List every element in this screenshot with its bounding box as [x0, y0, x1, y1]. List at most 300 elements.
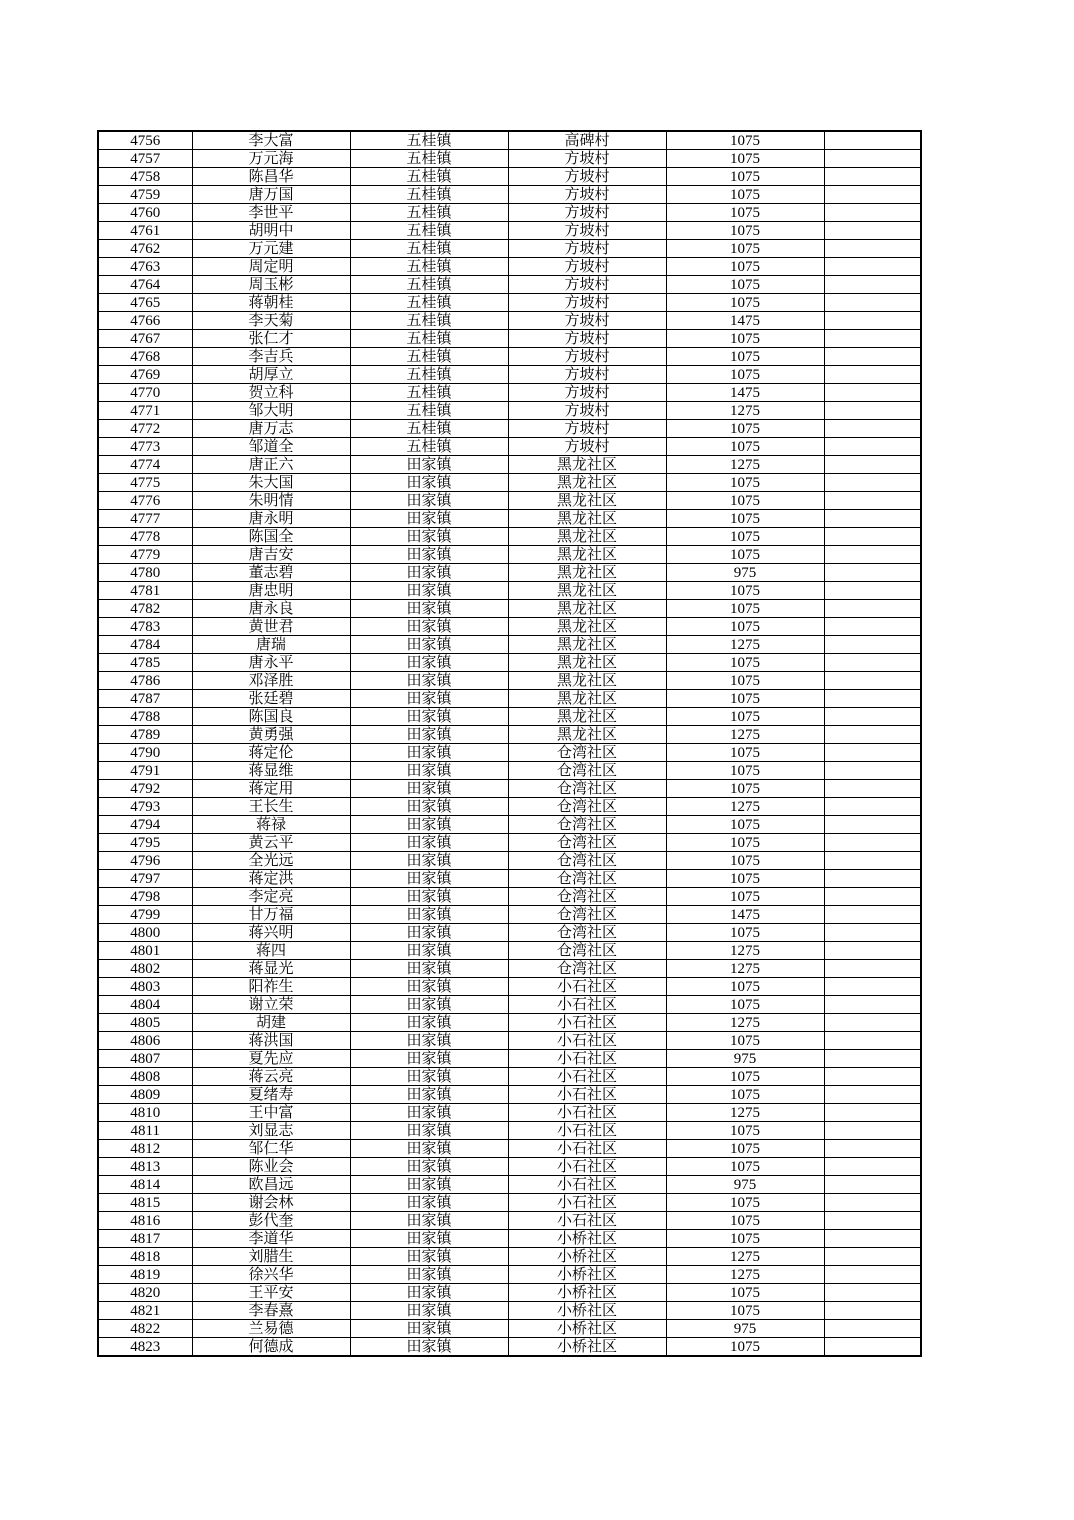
table-row: [98, 780, 921, 798]
amount-cell: 1075: [666, 492, 824, 510]
row-number-cell: 4782: [98, 600, 192, 618]
amount-cell: 1075: [666, 780, 824, 798]
village-cell: 黑龙社区: [508, 528, 666, 546]
village-cell: 小石社区: [508, 1086, 666, 1104]
village-cell: 方坡村: [508, 420, 666, 438]
town-cell: 田家镇: [350, 492, 508, 510]
table-row: [98, 1068, 921, 1086]
table-row: [98, 1266, 921, 1284]
amount-cell: 1075: [666, 1068, 824, 1086]
village-cell: 仓湾社区: [508, 906, 666, 924]
note-cell: [824, 1050, 921, 1068]
note-cell: [824, 1176, 921, 1194]
table-row: [98, 672, 921, 690]
village-cell: 小石社区: [508, 1122, 666, 1140]
name-cell: 唐永明: [192, 510, 350, 528]
name-cell: 刘腊生: [192, 1248, 350, 1266]
table-row: [98, 996, 921, 1014]
name-cell: 陈昌华: [192, 168, 350, 186]
town-cell: 田家镇: [350, 546, 508, 564]
row-number-cell: 4770: [98, 384, 192, 402]
note-cell: [824, 1266, 921, 1284]
name-cell: 夏先应: [192, 1050, 350, 1068]
name-cell: 唐永平: [192, 654, 350, 672]
note-cell: [824, 492, 921, 510]
row-number-cell: 4819: [98, 1266, 192, 1284]
town-cell: 五桂镇: [350, 150, 508, 168]
town-cell: 田家镇: [350, 636, 508, 654]
village-cell: 黑龙社区: [508, 654, 666, 672]
row-number-cell: 4787: [98, 690, 192, 708]
row-number-cell: 4816: [98, 1212, 192, 1230]
village-cell: 小石社区: [508, 1140, 666, 1158]
amount-cell: 1075: [666, 150, 824, 168]
name-cell: 兰易德: [192, 1320, 350, 1338]
name-cell: 张廷碧: [192, 690, 350, 708]
village-cell: 黑龙社区: [508, 708, 666, 726]
village-cell: 仓湾社区: [508, 960, 666, 978]
row-number-cell: 4810: [98, 1104, 192, 1122]
amount-cell: 1075: [666, 870, 824, 888]
town-cell: 田家镇: [350, 1086, 508, 1104]
name-cell: 甘万福: [192, 906, 350, 924]
amount-cell: 1275: [666, 1266, 824, 1284]
table-row: [98, 1086, 921, 1104]
name-cell: 邹大明: [192, 402, 350, 420]
amount-cell: 1275: [666, 942, 824, 960]
village-cell: 小石社区: [508, 1050, 666, 1068]
amount-cell: 1075: [666, 1194, 824, 1212]
row-number-cell: 4804: [98, 996, 192, 1014]
village-cell: 方坡村: [508, 384, 666, 402]
amount-cell: 1075: [666, 330, 824, 348]
name-cell: 陈业会: [192, 1158, 350, 1176]
row-number-cell: 4801: [98, 942, 192, 960]
name-cell: 胡明中: [192, 222, 350, 240]
name-cell: 何德成: [192, 1338, 350, 1357]
amount-cell: 1075: [666, 168, 824, 186]
village-cell: 仓湾社区: [508, 888, 666, 906]
name-cell: 蒋定用: [192, 780, 350, 798]
row-number-cell: 4759: [98, 186, 192, 204]
village-cell: 小石社区: [508, 1068, 666, 1086]
village-cell: 方坡村: [508, 222, 666, 240]
amount-cell: 1475: [666, 312, 824, 330]
town-cell: 五桂镇: [350, 240, 508, 258]
town-cell: 田家镇: [350, 744, 508, 762]
amount-cell: 1075: [666, 654, 824, 672]
note-cell: [824, 726, 921, 744]
row-number-cell: 4820: [98, 1284, 192, 1302]
town-cell: 田家镇: [350, 690, 508, 708]
table-row: [98, 762, 921, 780]
amount-cell: 1475: [666, 384, 824, 402]
table-row: [98, 690, 921, 708]
village-cell: 方坡村: [508, 348, 666, 366]
amount-cell: 1075: [666, 276, 824, 294]
row-number-cell: 4794: [98, 816, 192, 834]
row-number-cell: 4796: [98, 852, 192, 870]
amount-cell: 1075: [666, 348, 824, 366]
village-cell: 方坡村: [508, 402, 666, 420]
table-row: [98, 258, 921, 276]
village-cell: 仓湾社区: [508, 762, 666, 780]
note-cell: [824, 1086, 921, 1104]
town-cell: 田家镇: [350, 1338, 508, 1357]
name-cell: 黄世君: [192, 618, 350, 636]
amount-cell: 1075: [666, 1122, 824, 1140]
village-cell: 小石社区: [508, 1176, 666, 1194]
village-cell: 小石社区: [508, 996, 666, 1014]
town-cell: 田家镇: [350, 888, 508, 906]
note-cell: [824, 1302, 921, 1320]
name-cell: 周玉彬: [192, 276, 350, 294]
row-number-cell: 4800: [98, 924, 192, 942]
amount-cell: 1275: [666, 1104, 824, 1122]
row-number-cell: 4818: [98, 1248, 192, 1266]
table-row: [98, 402, 921, 420]
amount-cell: 1075: [666, 600, 824, 618]
name-cell: 唐正六: [192, 456, 350, 474]
table-row: [98, 456, 921, 474]
amount-cell: 1075: [666, 978, 824, 996]
town-cell: 田家镇: [350, 1050, 508, 1068]
row-number-cell: 4756: [98, 131, 192, 150]
town-cell: 五桂镇: [350, 438, 508, 456]
town-cell: 五桂镇: [350, 276, 508, 294]
note-cell: [824, 924, 921, 942]
amount-cell: 975: [666, 564, 824, 582]
note-cell: [824, 1122, 921, 1140]
name-cell: 蒋兴明: [192, 924, 350, 942]
note-cell: [824, 1284, 921, 1302]
note-cell: [824, 402, 921, 420]
village-cell: 黑龙社区: [508, 456, 666, 474]
note-cell: [824, 1212, 921, 1230]
note-cell: [824, 528, 921, 546]
town-cell: 田家镇: [350, 996, 508, 1014]
village-cell: 黑龙社区: [508, 672, 666, 690]
amount-cell: 1075: [666, 240, 824, 258]
row-number-cell: 4778: [98, 528, 192, 546]
amount-cell: 975: [666, 1176, 824, 1194]
village-cell: 方坡村: [508, 240, 666, 258]
row-number-cell: 4766: [98, 312, 192, 330]
village-cell: 方坡村: [508, 186, 666, 204]
amount-cell: 1075: [666, 924, 824, 942]
town-cell: 田家镇: [350, 1176, 508, 1194]
amount-cell: 1075: [666, 1140, 824, 1158]
name-cell: 贺立科: [192, 384, 350, 402]
town-cell: 田家镇: [350, 960, 508, 978]
name-cell: 蒋定洪: [192, 870, 350, 888]
town-cell: 田家镇: [350, 1266, 508, 1284]
town-cell: 田家镇: [350, 528, 508, 546]
town-cell: 田家镇: [350, 1032, 508, 1050]
note-cell: [824, 618, 921, 636]
table-row: [98, 978, 921, 996]
table-row: [98, 870, 921, 888]
name-cell: 蒋显维: [192, 762, 350, 780]
note-cell: [824, 654, 921, 672]
row-number-cell: 4765: [98, 294, 192, 312]
name-cell: 李天菊: [192, 312, 350, 330]
row-number-cell: 4793: [98, 798, 192, 816]
town-cell: 田家镇: [350, 924, 508, 942]
name-cell: 欧昌远: [192, 1176, 350, 1194]
town-cell: 五桂镇: [350, 384, 508, 402]
village-cell: 黑龙社区: [508, 546, 666, 564]
name-cell: 刘显志: [192, 1122, 350, 1140]
name-cell: 李世平: [192, 204, 350, 222]
amount-cell: 1075: [666, 510, 824, 528]
row-number-cell: 4815: [98, 1194, 192, 1212]
note-cell: [824, 852, 921, 870]
table-row: [98, 294, 921, 312]
table-row: [98, 636, 921, 654]
row-number-cell: 4799: [98, 906, 192, 924]
row-number-cell: 4822: [98, 1320, 192, 1338]
village-cell: 小桥社区: [508, 1266, 666, 1284]
note-cell: [824, 546, 921, 564]
town-cell: 田家镇: [350, 510, 508, 528]
town-cell: 田家镇: [350, 870, 508, 888]
town-cell: 田家镇: [350, 942, 508, 960]
name-cell: 谢立荣: [192, 996, 350, 1014]
note-cell: [824, 690, 921, 708]
town-cell: 五桂镇: [350, 186, 508, 204]
table-row: [98, 726, 921, 744]
town-cell: 田家镇: [350, 1248, 508, 1266]
row-number-cell: 4760: [98, 204, 192, 222]
row-number-cell: 4773: [98, 438, 192, 456]
row-number-cell: 4788: [98, 708, 192, 726]
village-cell: 仓湾社区: [508, 870, 666, 888]
table-row: [98, 1014, 921, 1032]
row-number-cell: 4792: [98, 780, 192, 798]
village-cell: 方坡村: [508, 438, 666, 456]
row-number-cell: 4813: [98, 1158, 192, 1176]
town-cell: 田家镇: [350, 1158, 508, 1176]
amount-cell: 1075: [666, 582, 824, 600]
note-cell: [824, 780, 921, 798]
row-number-cell: 4774: [98, 456, 192, 474]
amount-cell: 1075: [666, 528, 824, 546]
name-cell: 万元海: [192, 150, 350, 168]
row-number-cell: 4811: [98, 1122, 192, 1140]
row-number-cell: 4763: [98, 258, 192, 276]
name-cell: 唐永良: [192, 600, 350, 618]
name-cell: 蒋禄: [192, 816, 350, 834]
note-cell: [824, 420, 921, 438]
amount-cell: 1075: [666, 204, 824, 222]
table-row: [98, 1104, 921, 1122]
name-cell: 董志碧: [192, 564, 350, 582]
name-cell: 阳祚生: [192, 978, 350, 996]
row-number-cell: 4808: [98, 1068, 192, 1086]
note-cell: [824, 906, 921, 924]
town-cell: 田家镇: [350, 1302, 508, 1320]
note-cell: [824, 348, 921, 366]
note-cell: [824, 762, 921, 780]
amount-cell: 1075: [666, 672, 824, 690]
note-cell: [824, 798, 921, 816]
amount-cell: 1275: [666, 960, 824, 978]
table-row: [98, 852, 921, 870]
row-number-cell: 4757: [98, 150, 192, 168]
name-cell: 李定亮: [192, 888, 350, 906]
amount-cell: 1275: [666, 798, 824, 816]
row-number-cell: 4779: [98, 546, 192, 564]
name-cell: 李春熹: [192, 1302, 350, 1320]
row-number-cell: 4790: [98, 744, 192, 762]
town-cell: 田家镇: [350, 654, 508, 672]
village-cell: 小石社区: [508, 1212, 666, 1230]
table-row: [98, 582, 921, 600]
amount-cell: 975: [666, 1320, 824, 1338]
note-cell: [824, 1230, 921, 1248]
table-row: [98, 150, 921, 168]
name-cell: 蒋显光: [192, 960, 350, 978]
amount-cell: 1075: [666, 708, 824, 726]
village-cell: 黑龙社区: [508, 600, 666, 618]
table-row: [98, 1302, 921, 1320]
name-cell: 唐万国: [192, 186, 350, 204]
town-cell: 五桂镇: [350, 330, 508, 348]
village-cell: 仓湾社区: [508, 834, 666, 852]
name-cell: 黄云平: [192, 834, 350, 852]
row-number-cell: 4806: [98, 1032, 192, 1050]
town-cell: 田家镇: [350, 474, 508, 492]
amount-cell: 1075: [666, 888, 824, 906]
note-cell: [824, 456, 921, 474]
row-number-cell: 4809: [98, 1086, 192, 1104]
amount-cell: 1075: [666, 1032, 824, 1050]
village-cell: 小桥社区: [508, 1284, 666, 1302]
town-cell: 田家镇: [350, 762, 508, 780]
row-number-cell: 4785: [98, 654, 192, 672]
name-cell: 唐忠明: [192, 582, 350, 600]
note-cell: [824, 1248, 921, 1266]
row-number-cell: 4803: [98, 978, 192, 996]
note-cell: [824, 870, 921, 888]
town-cell: 田家镇: [350, 1068, 508, 1086]
table-row: [98, 186, 921, 204]
table-row: [98, 1194, 921, 1212]
name-cell: 唐吉安: [192, 546, 350, 564]
table-row: [98, 798, 921, 816]
village-cell: 方坡村: [508, 258, 666, 276]
amount-cell: 1075: [666, 1338, 824, 1357]
note-cell: [824, 960, 921, 978]
table-row: [98, 312, 921, 330]
amount-cell: 1075: [666, 1158, 824, 1176]
town-cell: 田家镇: [350, 618, 508, 636]
amount-cell: 1075: [666, 546, 824, 564]
town-cell: 五桂镇: [350, 420, 508, 438]
village-cell: 黑龙社区: [508, 474, 666, 492]
village-cell: 仓湾社区: [508, 780, 666, 798]
note-cell: [824, 708, 921, 726]
amount-cell: 1075: [666, 1284, 824, 1302]
note-cell: [824, 744, 921, 762]
town-cell: 田家镇: [350, 816, 508, 834]
row-number-cell: 4798: [98, 888, 192, 906]
amount-cell: 1075: [666, 816, 824, 834]
row-number-cell: 4789: [98, 726, 192, 744]
village-cell: 小石社区: [508, 1104, 666, 1122]
table-row: [98, 1176, 921, 1194]
amount-cell: 1075: [666, 690, 824, 708]
table-row: [98, 168, 921, 186]
table-row: [98, 492, 921, 510]
town-cell: 五桂镇: [350, 168, 508, 186]
table-row: [98, 240, 921, 258]
note-cell: [824, 330, 921, 348]
name-cell: 蒋四: [192, 942, 350, 960]
row-number-cell: 4784: [98, 636, 192, 654]
name-cell: 谢会林: [192, 1194, 350, 1212]
note-cell: [824, 888, 921, 906]
note-cell: [824, 438, 921, 456]
note-cell: [824, 204, 921, 222]
table-row: [98, 600, 921, 618]
village-cell: 仓湾社区: [508, 798, 666, 816]
row-number-cell: 4823: [98, 1338, 192, 1357]
row-number-cell: 4812: [98, 1140, 192, 1158]
note-cell: [824, 186, 921, 204]
note-cell: [824, 600, 921, 618]
village-cell: 小石社区: [508, 1194, 666, 1212]
town-cell: 田家镇: [350, 1140, 508, 1158]
table-row: [98, 654, 921, 672]
amount-cell: 1075: [666, 186, 824, 204]
note-cell: [824, 942, 921, 960]
table-row: [98, 1230, 921, 1248]
amount-cell: 1075: [666, 852, 824, 870]
note-cell: [824, 474, 921, 492]
amount-cell: 1475: [666, 906, 824, 924]
village-cell: 仓湾社区: [508, 744, 666, 762]
row-number-cell: 4797: [98, 870, 192, 888]
table-row: [98, 1140, 921, 1158]
village-cell: 黑龙社区: [508, 564, 666, 582]
row-number-cell: 4768: [98, 348, 192, 366]
table-row: [98, 1158, 921, 1176]
amount-cell: 1075: [666, 420, 824, 438]
note-cell: [824, 366, 921, 384]
town-cell: 五桂镇: [350, 222, 508, 240]
town-cell: 田家镇: [350, 726, 508, 744]
note-cell: [824, 1014, 921, 1032]
town-cell: 田家镇: [350, 456, 508, 474]
name-cell: 王中富: [192, 1104, 350, 1122]
name-cell: 周定明: [192, 258, 350, 276]
table-row: [98, 438, 921, 456]
village-cell: 黑龙社区: [508, 690, 666, 708]
amount-cell: 1075: [666, 1212, 824, 1230]
table-row: [98, 222, 921, 240]
village-cell: 仓湾社区: [508, 816, 666, 834]
table-row: [98, 1338, 921, 1357]
village-cell: 黑龙社区: [508, 636, 666, 654]
town-cell: 田家镇: [350, 1104, 508, 1122]
town-cell: 田家镇: [350, 582, 508, 600]
amount-cell: 1075: [666, 366, 824, 384]
note-cell: [824, 131, 921, 150]
name-cell: 李道华: [192, 1230, 350, 1248]
table-row: [98, 546, 921, 564]
